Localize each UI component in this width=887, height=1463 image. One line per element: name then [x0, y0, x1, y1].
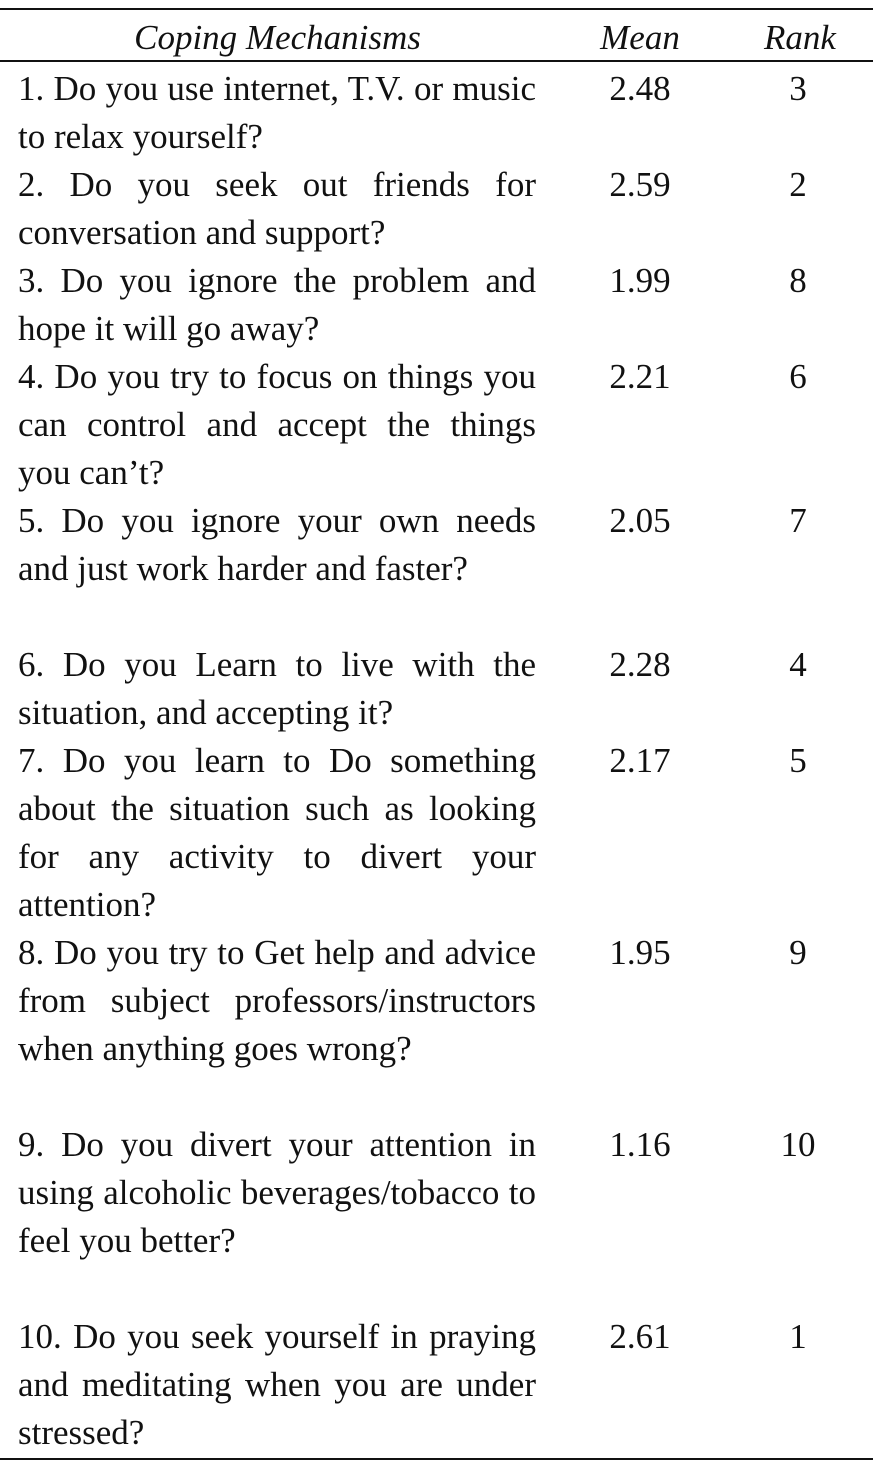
- question-cell: 3. Do you ignore the problem and hope it will go away?: [18, 261, 536, 348]
- mean-cell: 2.48: [609, 69, 671, 108]
- rank-cell: 8: [789, 261, 807, 300]
- question-cell: 9. Do you divert your attention in using alcoholic beverages/tobacco to feel you better?: [18, 1125, 536, 1260]
- table-row: [0, 641, 873, 737]
- rank-cell: 2: [789, 165, 807, 204]
- rank-cell: 9: [789, 933, 807, 972]
- rank-cell: 4: [789, 645, 807, 684]
- question-cell: 2. Do you seek out friends for conversation and support?: [18, 165, 536, 252]
- table-row: [0, 1313, 873, 1457]
- table-header-rule: [0, 60, 873, 62]
- mean-cell: 2.05: [609, 501, 671, 540]
- table-bottom-rule: [0, 1458, 873, 1460]
- table-row: [0, 497, 873, 641]
- rank-cell: 3: [789, 69, 807, 108]
- mean-cell: 1.95: [609, 933, 671, 972]
- rank-cell: 1: [789, 1317, 807, 1356]
- header-rank: Rank: [764, 18, 836, 57]
- table-row: [0, 161, 873, 257]
- table-row: [0, 1121, 873, 1313]
- header-mean: Mean: [600, 18, 680, 57]
- mean-cell: 2.17: [609, 741, 671, 780]
- mean-cell: 2.21: [609, 357, 671, 396]
- rank-cell: 7: [789, 501, 807, 540]
- table-header-row: [0, 10, 873, 60]
- rank-cell: 5: [789, 741, 807, 780]
- mean-cell: 2.59: [609, 165, 671, 204]
- header-coping-mechanisms: Coping Mechanisms: [134, 18, 421, 57]
- mean-cell: 1.99: [609, 261, 671, 300]
- table-row: [0, 257, 873, 353]
- question-cell: 4. Do you try to focus on things you can control and accept the things you can’t?: [18, 357, 536, 492]
- question-cell: 5. Do you ignore your own needs and just work harder and faster?: [18, 501, 536, 588]
- table-row: [0, 929, 873, 1121]
- rank-cell: 10: [780, 1125, 816, 1164]
- question-cell: 10. Do you seek yourself in praying and meditating when you are under stressed?: [18, 1317, 536, 1452]
- mean-cell: 2.61: [609, 1317, 671, 1356]
- question-cell: 7. Do you learn to Do something about the situation such as looking for any activity to divert your attention?: [18, 741, 536, 924]
- table-row: [0, 65, 873, 161]
- question-cell: 6. Do you Learn to live with the situation, and accepting it?: [18, 645, 536, 732]
- table-row: [0, 353, 873, 497]
- table-row: [0, 737, 873, 929]
- mean-cell: 2.28: [609, 645, 671, 684]
- mean-cell: 1.16: [609, 1125, 671, 1164]
- rank-cell: 6: [789, 357, 807, 396]
- question-cell: 1. Do you use internet, T.V. or music to relax yourself?: [18, 69, 536, 156]
- question-cell: 8. Do you try to Get help and advice from subject professors/instructors when anything goes wrong?: [18, 933, 536, 1068]
